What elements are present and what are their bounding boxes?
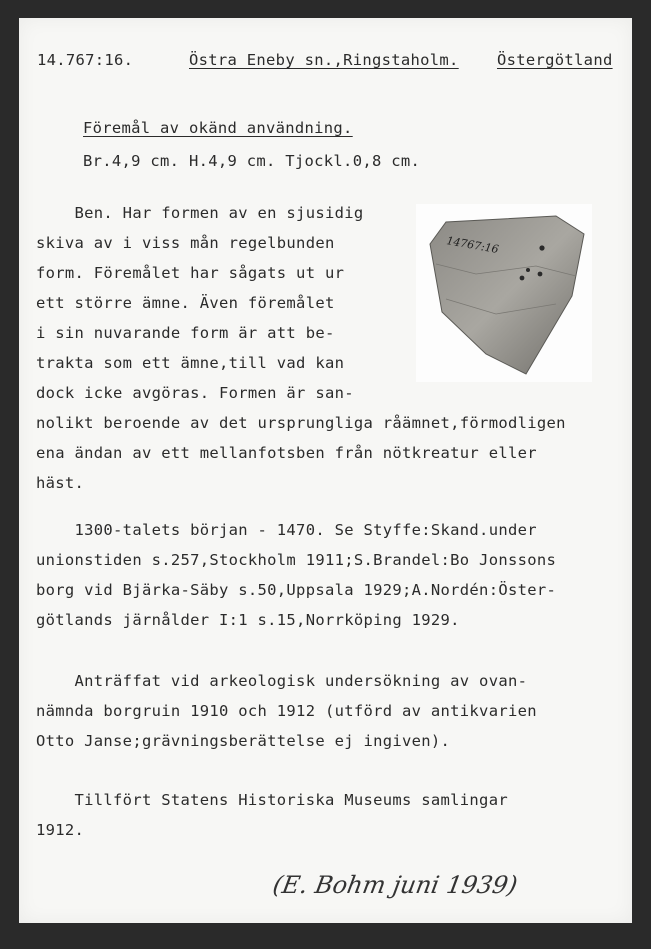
body-line: skiva av i viss mån regelbunden: [36, 234, 335, 252]
body-line: götlands järnålder I:1 s.15,Norrköping 1929.: [36, 611, 460, 629]
body-line: form. Föremålet har sågats ut ur: [36, 264, 345, 282]
body-line: Otto Janse;grävningsberättelse ej ingiven).: [36, 732, 451, 750]
body-line: nämnda borgruin 1910 och 1912 (utförd av antikvarien: [36, 702, 537, 720]
body-line: ett större ämne. Även föremålet: [36, 294, 335, 312]
body-line: unionstiden s.257,Stockholm 1911;S.Brandel:Bo Jonssons: [36, 551, 557, 569]
catalog-card: [19, 18, 632, 923]
body-line: häst.: [36, 474, 85, 492]
body-line: 1912.: [36, 821, 85, 839]
bone-fragment-image: [416, 204, 592, 382]
object-photo: [416, 204, 592, 382]
photo-label: 14767:16: [445, 234, 500, 257]
body-line: Tillfört Statens Historiska Museums samlingar: [36, 791, 508, 809]
body-line: dock icke avgöras. Formen är san-: [36, 384, 354, 402]
object-title: Föremål av okänd användning.: [83, 119, 353, 137]
body-line: Ben. Har formen av en sjusidig: [36, 204, 364, 222]
catalog-number: 14.767:16.: [37, 51, 134, 69]
region: Östergötland: [497, 51, 613, 69]
body-line: trakta som ett ämne,till vad kan: [36, 354, 345, 372]
body-line: nolikt beroende av det ursprungliga råämnet,förmodligen: [36, 414, 566, 432]
handwritten-signature: [273, 863, 573, 907]
body-line: Anträffat vid arkeologisk undersökning av ovan-: [36, 672, 528, 690]
find-location: Östra Eneby sn.,Ringstaholm.: [189, 51, 459, 69]
object-dimensions: Br.4,9 cm. H.4,9 cm. Tjockl.0,8 cm.: [83, 152, 421, 170]
body-line: borg vid Bjärka-Säby s.50,Uppsala 1929;A.Nordén:Öster-: [36, 581, 557, 599]
signature-text: (E. Bohm juni 1939): [273, 871, 520, 899]
body-line: 1300-talets början - 1470. Se Styffe:Skand.under: [36, 521, 537, 539]
body-line: ena ändan av ett mellanfotsben från nötkreatur eller: [36, 444, 537, 462]
body-line: i sin nuvarande form är att be-: [36, 324, 335, 342]
